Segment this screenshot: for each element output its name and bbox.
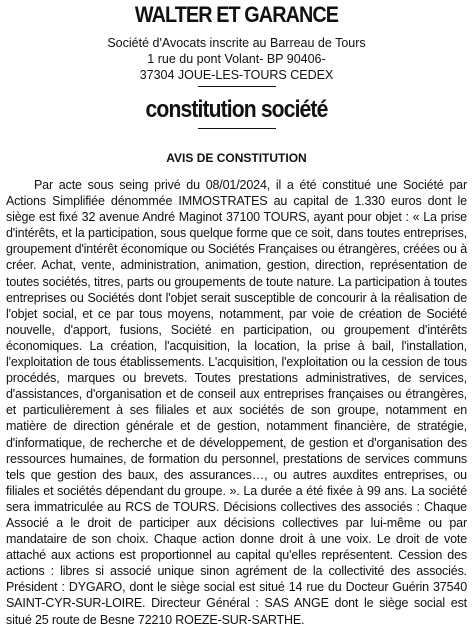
firm-address xyxy=(0,35,473,83)
firm-name: WALTER ET GARANCE xyxy=(134,2,339,27)
section-heading: constitution société xyxy=(145,96,328,123)
divider-top xyxy=(198,86,276,87)
address-line-1: Société d'Avocats inscrite au Barreau de Tours xyxy=(107,36,366,50)
notice-body: Par acte sous seing privé du 08/01/2024, il a été constitué une Société par Actions Simplifiée dénommée IMMOSTRATES au capital de 1.330 euros dont le siège est fixé 32 avenue André Maginot 37100 TOURS, ayant pour objet : « La prise d'intérêts, et la participation, sous quelque forme que ce soit, dans toutes entreprises, groupement d'intérêt économique ou Sociétés Françaises ou étrangères, créées ou à créer. Achat, vente, administration, animation, gestion, direction, représentation de toutes sociétés, titres, parts ou groupements de toute nature. La participation à toutes entreprises ou Sociétés dont l'objet serait susceptible de concourir à la réalisation de l'objet social, et ce par tous moyens, notamment, par voie de création de Société nouvelle, d'apport, fusions, Société en participation, ou groupement d'intérêts économiques. La création, l'acquisition, la location, la prise à bail, l'installation, l'exploitation de tous établissements. L'acquisition, l'exploitation ou la cession de tous procédés, marques ou brevets. Toutes prestations administratives, de services, d'assistances, d'organisation et de conseil aux entreprises françaises ou étrangères, et particulièrement à ses filiales et aux sociétés de son groupe, notamment en matière de direction générale et de gestion, notamment financière, de stratégie, d'informatique, de recherche et de développement, de gestion et d'organisation des ressources humaines, de formation du personnel, prestations de services communs tels que gestion des baux, des assurances…, ou autres auxdites entreprises, ou filiales et sociétés dépendant du groupe. ». La durée a été fixée à 99 ans. La société sera immatriculée au RCS de TOURS. Décisions collectives des associés : Chaque Associé a le droit de participer aux décisions collectives par lui-même ou par mandataire de son choix. Chaque action donne droit à une voix. Le droit de vote attaché aux actions est proportionnel au capital qu'elles représentent. Cession des actions : libres si associé unique sinon agrément de la collectivité des associés. Président : DYGARO, dont le siège social est situé 14 rue du Docteur Guérin 37540 SAINT-CYR-SUR-LOIRE. Directeur Général : SAS ANGE dont le siège social est situé 25 route de Besne 72210 ROEZE-SUR-SARTHE. xyxy=(6,178,467,627)
address-line-2: 1 rue du pont Volant- BP 90406- xyxy=(147,52,326,66)
notice-title: AVIS DE CONSTITUTION xyxy=(166,151,307,165)
divider-bottom xyxy=(198,128,276,129)
address-line-3: 37304 JOUE-LES-TOURS CEDEX xyxy=(139,68,334,82)
